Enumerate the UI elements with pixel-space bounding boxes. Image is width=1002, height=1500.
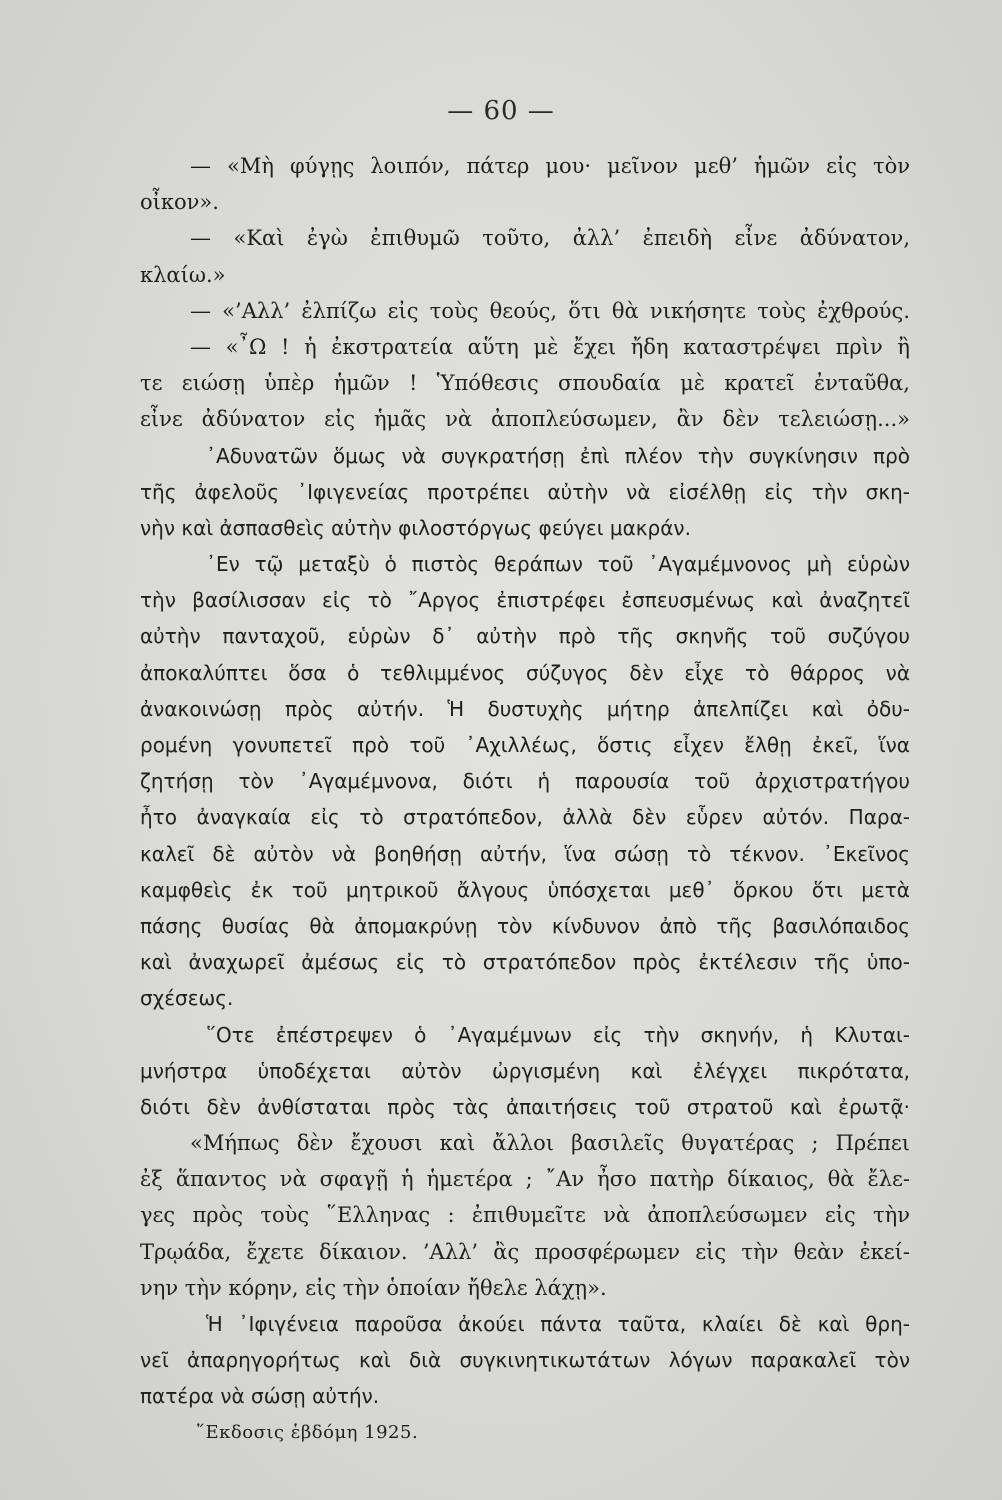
text-line: τὴν βασίλισσαν εἰς τὸ ῎Αργος ἐπιστρέφει ἐσπευσμένως καὶ ἀναζητεῖ xyxy=(140,588,910,613)
text-line: διότι δὲν ἀνθίσταται πρὸς τὰς ἀπαιτήσεις τοῦ στρατοῦ καὶ ἐρωτᾷ· xyxy=(140,1094,910,1119)
text-line: ῞Οτε ἐπέστρεψεν ὁ ᾽Αγαμέμνων εἰς τὴν σκηνήν, ἡ Κλυται- xyxy=(206,1022,910,1047)
text-line: καλεῖ δὲ αὐτὸν νὰ βοηθήσῃ αὐτήν, ἵνα σώσῃ τὸ τέκνον. ᾽Εκεῖνος xyxy=(140,841,910,866)
text-line: γες πρὸς τοὺς ῞Ελληνας : ἐπιθυμεῖτε νὰ ἀποπλεύσωμεν εἰς τὴν xyxy=(140,1203,910,1228)
text-line: καμφθεὶς ἐκ τοῦ μητρικοῦ ἄλγους ὑπόσχεται μεθ᾽ ὅρκου ὅτι μετὰ xyxy=(140,877,910,902)
text-line: Τρῳάδα, ἔχετε δίκαιον. ’Αλλ’ ἂς προσφέρωμεν εἰς τὴν θεὰν ἐκεί- xyxy=(140,1239,910,1264)
text-line: ἐξ ἅπαντος νὰ σφαγῇ ἡ ἡμετέρα ; ῎Αν ἦσο πατὴρ δίκαιος, θὰ ἔλε- xyxy=(140,1167,910,1192)
text-line: αὐτὴν πανταχοῦ, εὑρὼν δ᾽ αὐτὴν πρὸ τῆς σκηνῆς τοῦ συζύγου xyxy=(140,624,910,649)
text-line: ρομένη γονυπετεῖ πρὸ τοῦ ᾽Αχιλλέως, ὅστις εἶχεν ἔλθῃ ἐκεῖ, ἵνα xyxy=(140,733,910,757)
text-line: νην τὴν κόρην, εἰς τὴν ὁποίαν ἤθελε λάχῃ». xyxy=(140,1275,607,1300)
text-line: σχέσεως. xyxy=(140,986,234,1011)
text-line: ἀποκαλύπτει ὅσα ὁ τεθλιμμένος σύζυγος δὲν εἶχε τὸ θάρρος νὰ xyxy=(140,660,910,685)
text-line: τε ειώσῃ ὑπὲρ ἡμῶν ! Ὑπόθεσις σπουδαία μὲ κρατεῖ ἐνταῦθα, xyxy=(140,371,910,396)
text-line: πάσης θυσίας θὰ ἀπομακρύνῃ τὸν κίνδυνον ἀπὸ τῆς βασιλόπαιδος xyxy=(140,913,910,938)
text-line: ᾽Αδυνατῶν ὅμως νὰ συγκρατήσῃ ἐπὶ πλέον τὴν συγκίνησιν πρὸ xyxy=(206,443,910,468)
text-line: — «Καὶ ἐγὼ ἐπιθυμῶ τοῦτο, ἀλλ’ ἐπειδὴ εἶνε ἀδύνατον, xyxy=(190,226,910,251)
text-line: ζητήσῃ τὸν ᾽Αγαμέμνονα, διότι ἡ παρουσία τοῦ ἀρχιστρατήγου xyxy=(140,769,910,794)
text-line: καὶ ἀναχωρεῖ ἀμέσως εἰς τὸ στρατόπεδον πρὸς ἐκτέλεσιν τῆς ὑπο- xyxy=(140,950,910,975)
text-line: — «Μὴ φύγῃς λοιπόν, πάτερ μου· μεῖνον μεθ’ ἡμῶν εἰς τὸν xyxy=(190,154,910,178)
page-number: — 60 — xyxy=(447,96,555,126)
text-line: εἶνε ἀδύνατον εἰς ἡμᾶς νὰ ἀποπλεύσωμεν, ἂν δὲν τελειώσῃ...» xyxy=(140,407,910,432)
text-line: κλαίω.» xyxy=(140,262,226,287)
text-line: — «῏Ω ! ἡ ἐκστρατεία αὕτη μὲ ἔχει ἤδη καταστρέψει πρὶν ἢ xyxy=(190,334,910,359)
text-line: νεῖ ἀπαρηγορήτως καὶ διὰ συγκινητικωτάτων λόγων παρακαλεῖ τὸν xyxy=(140,1348,910,1373)
text-line: νὴν καὶ ἀσπασθεὶς αὐτὴν φιλοστόργως φεύγει μακράν. xyxy=(140,515,691,540)
text-line: — «’Αλλ’ ἐλπίζω εἰς τοὺς θεούς, ὅτι θὰ νικήσητε τοὺς ἐχθρούς. xyxy=(190,298,910,323)
page-text xyxy=(140,148,910,1451)
text-line: Ἡ ᾽Ιφιγένεια παροῦσα ἀκούει πάντα ταῦτα, κλαίει δὲ καὶ θρη- xyxy=(206,1312,910,1336)
text-line: πατέρα νὰ σώσῃ αὐτήν. xyxy=(140,1384,380,1409)
text-line: τῆς ἀφελοῦς ᾽Ιφιγενείας προτρέπει αὐτὴν νὰ εἰσέλθῃ εἰς τὴν σκη- xyxy=(140,479,910,504)
text-line: «Μήπως δὲν ἔχουσι καὶ ἄλλοι βασιλεῖς θυγατέρας ; Πρέπει xyxy=(190,1131,910,1156)
edition-note: ῞Εκδοσις ἑβδόμη 1925. xyxy=(196,1421,419,1443)
text-line: οἶκον». xyxy=(140,190,219,215)
text-line: ἦτο ἀναγκαία εἰς τὸ στρατόπεδον, ἀλλὰ δὲν εὗρεν αὐτόν. Παρα- xyxy=(140,805,910,830)
text-line: μνήστρα ὑποδέχεται αὐτὸν ὠργισμένη καὶ ἐλέγχει πικρότατα, xyxy=(140,1058,910,1083)
text-line: ἀνακοινώσῃ πρὸς αὐτήν. Ἡ δυστυχὴς μήτηρ ἀπελπίζει καὶ ὀδυ- xyxy=(140,696,910,721)
text-line: ᾽Εν τῷ μεταξὺ ὁ πιστὸς θεράπων τοῦ ᾽Αγαμέμνονος μὴ εὑρὼν xyxy=(206,552,910,577)
